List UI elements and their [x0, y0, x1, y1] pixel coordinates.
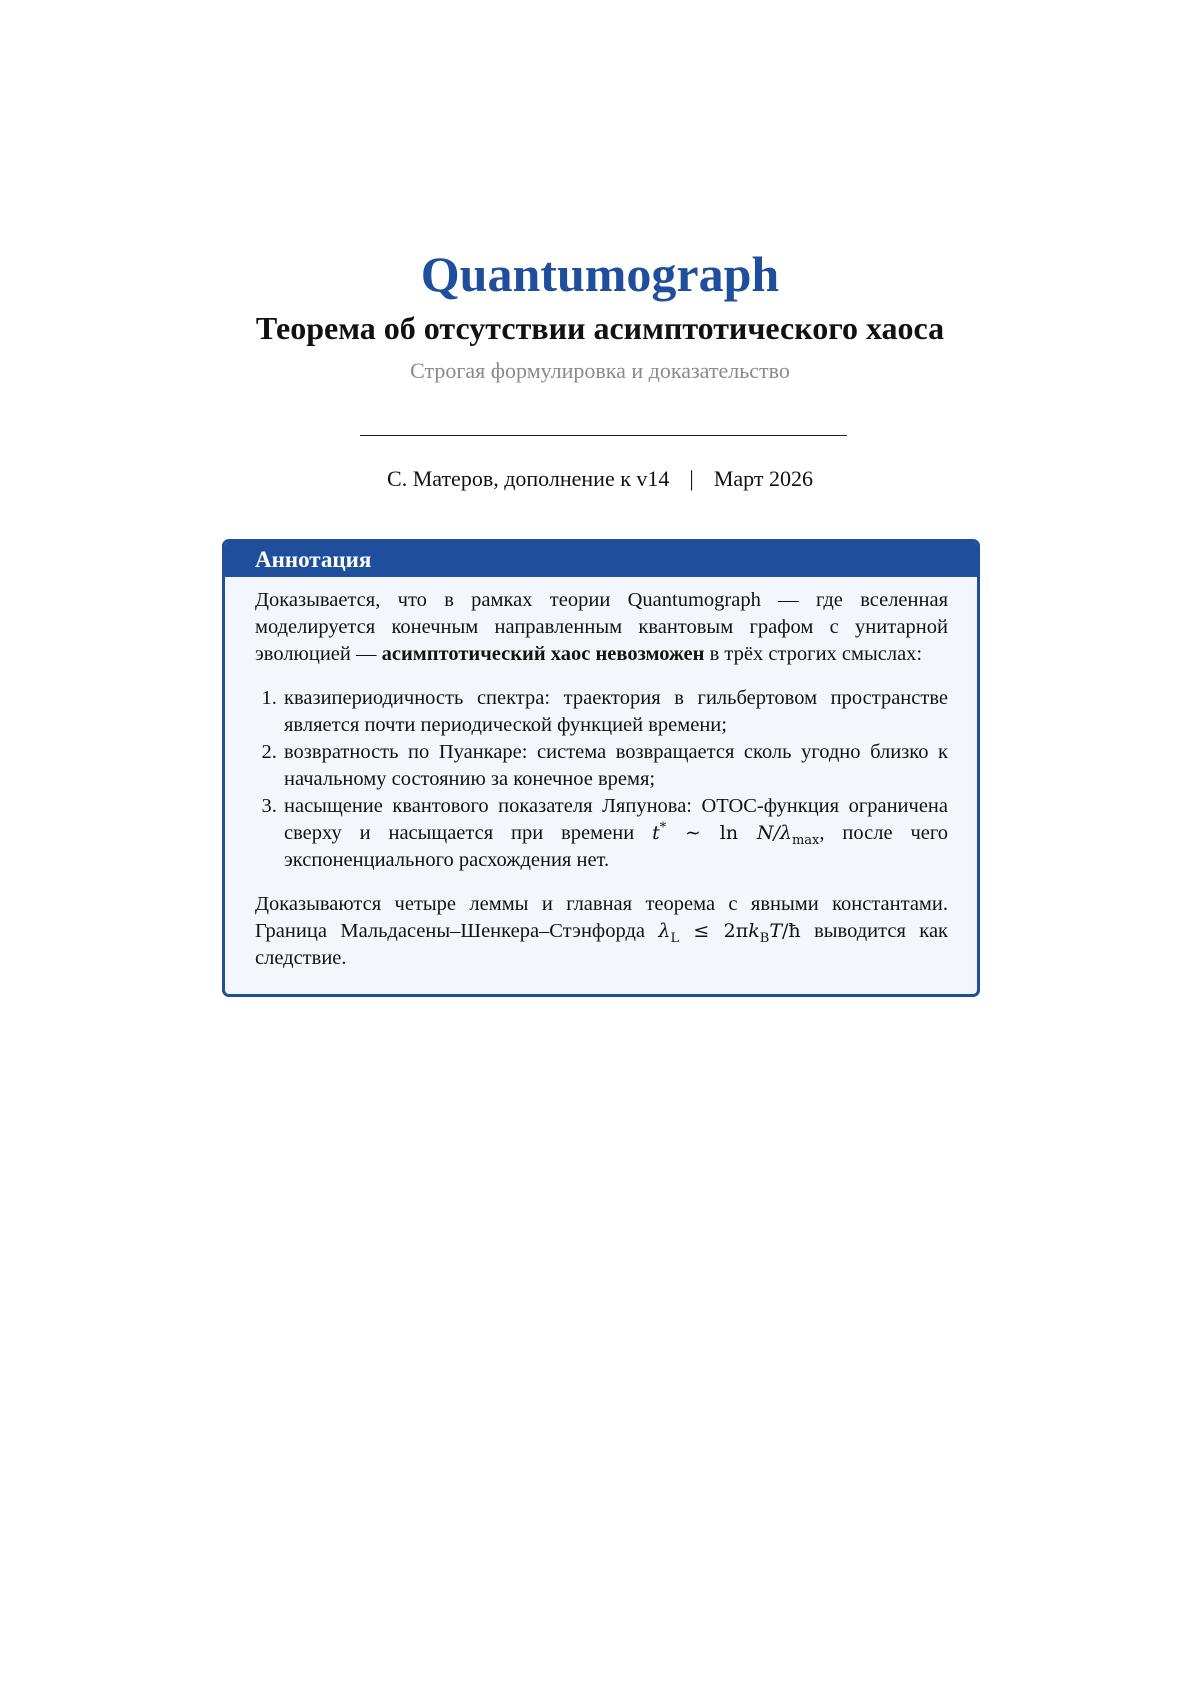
claim-text: квазипериодичность спектра: траектория в гильбертовом пространстве является почти периодической функцией времени;: [284, 687, 948, 736]
list-item: [282, 739, 948, 793]
abstract-closing-text: Доказываются четыре леммы и главная теорема с явными константами. Граница Мальдасены–Шенкера–Стэнфорда: [255, 893, 948, 942]
claim-text: возвратность по Пуанкаре: система возвращается сколь угодно близко к начальному состоянию за конечное время;: [284, 741, 948, 790]
saturation-time-formula: t* ∼ $\ln N/\lambda_{max}$: [652, 820, 820, 848]
list-item: [282, 793, 948, 874]
publication-date: Март 2026: [713, 466, 813, 491]
abstract-intro: [255, 587, 948, 668]
abstract-heading: Аннотация: [225, 542, 977, 577]
claims-list: [255, 685, 948, 874]
paper-subtitle: Теорема об отсутствии асимптотического хаоса: [255, 310, 945, 346]
abstract-closing-tail: выводится как следствие.: [255, 920, 949, 969]
abstract-intro-tail: в трёх строгих смыслах:: [704, 643, 923, 665]
list-item: [282, 685, 948, 739]
author-line: С. Матеров, дополнение к v14: [387, 466, 670, 491]
abstract-closing: [255, 891, 948, 972]
claim-text: насыщение квантового показателя Ляпунова: OTOC-функция ограничена сверху и насыщается при времени: [284, 795, 948, 844]
claim-text-tail: , после чего экспоненциального расхождения нет.: [284, 822, 949, 871]
paper-tagline: Строгая формулировка и доказательство: [410, 358, 790, 383]
abstract-body: [225, 577, 977, 972]
mss-bound-formula: $\lambda_L$ ≤ $2\pi k_BT/ħ$: [658, 920, 801, 946]
byline-separator: |: [689, 466, 694, 491]
abstract-intro-bold: асимптотический хаос невозможен: [381, 643, 705, 665]
byline: [0, 464, 1200, 494]
abstract-box: [222, 539, 980, 997]
abstract-intro-text: Доказывается, что в рамках теории Quantumograph — где вселенная моделируется конечным направленным квантовым графом с унитарной эволюцией —: [255, 589, 948, 665]
page-title: Quantumograph: [420, 246, 780, 302]
title-divider: [360, 435, 847, 436]
